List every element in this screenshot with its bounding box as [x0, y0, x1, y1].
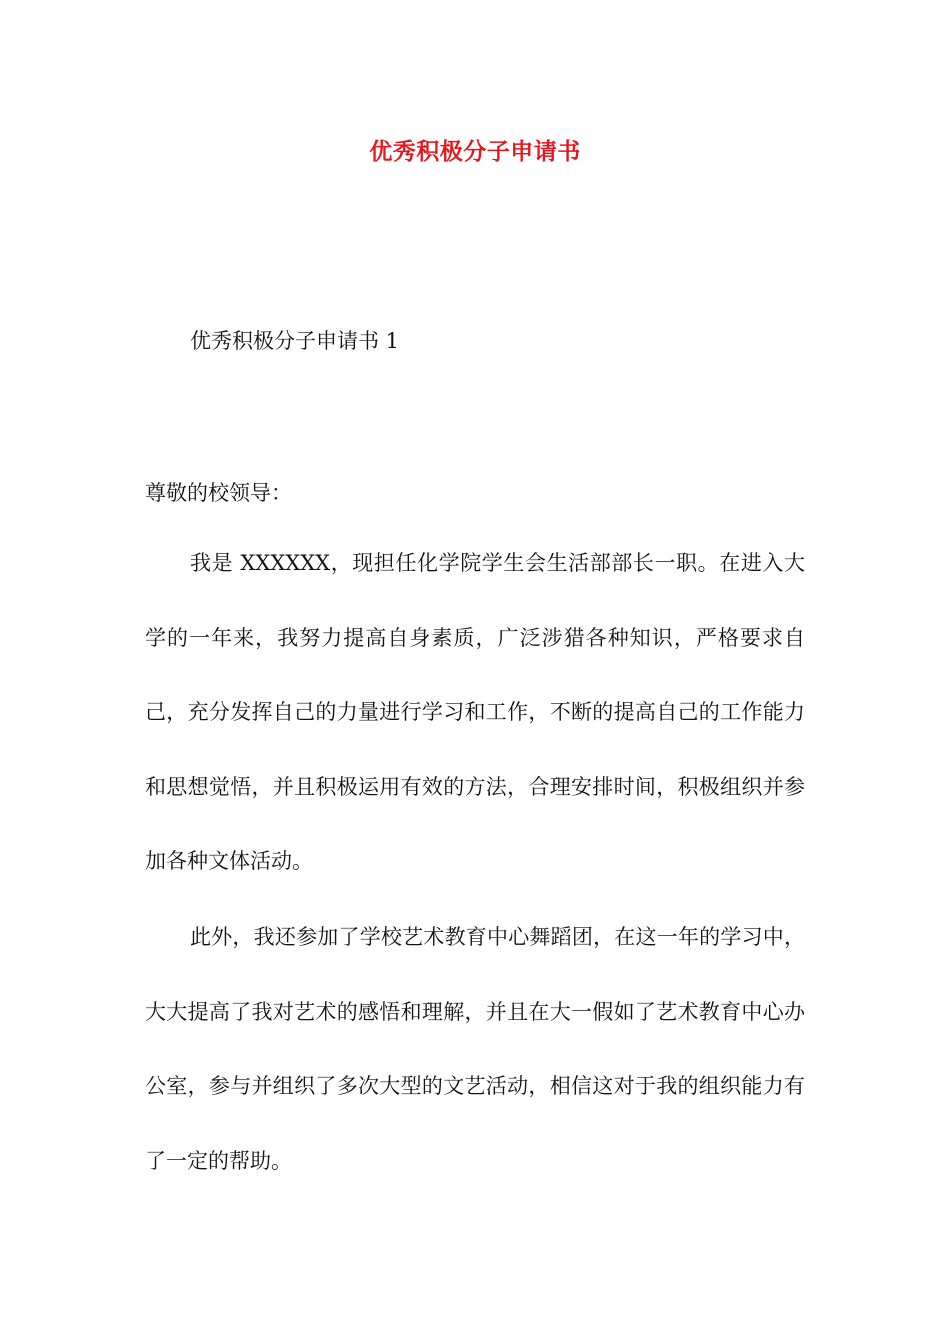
document-subtitle: 优秀积极分子申请书 1: [190, 329, 400, 353]
document-title: 优秀积极分子申请书: [369, 138, 581, 165]
body-paragraph: 此外，我还参加了学校艺术教育中心舞蹈团，在这一年的学习中，大大提高了我对艺术的感悟和理解，并且在大一假如了艺术教育中心办公室，参与并组织了多次大型的文艺活动，相信这对于我的组织能力有了一定的帮助。: [145, 925, 805, 1173]
salutation: 尊敬的校领导：: [145, 481, 292, 505]
body-paragraph: 我是 XXXXXX，现担任化学院学生会生活部部长一职。在进入大学的一年来，我努力提高自身素质，广泛涉猎各种知识，严格要求自己，充分发挥自己的力量进行学习和工作，不断的提高自己的工作能力和思想觉悟，并且积极运用有效的方法，合理安排时间，积极组织并参加各种文体活动。: [145, 551, 805, 873]
